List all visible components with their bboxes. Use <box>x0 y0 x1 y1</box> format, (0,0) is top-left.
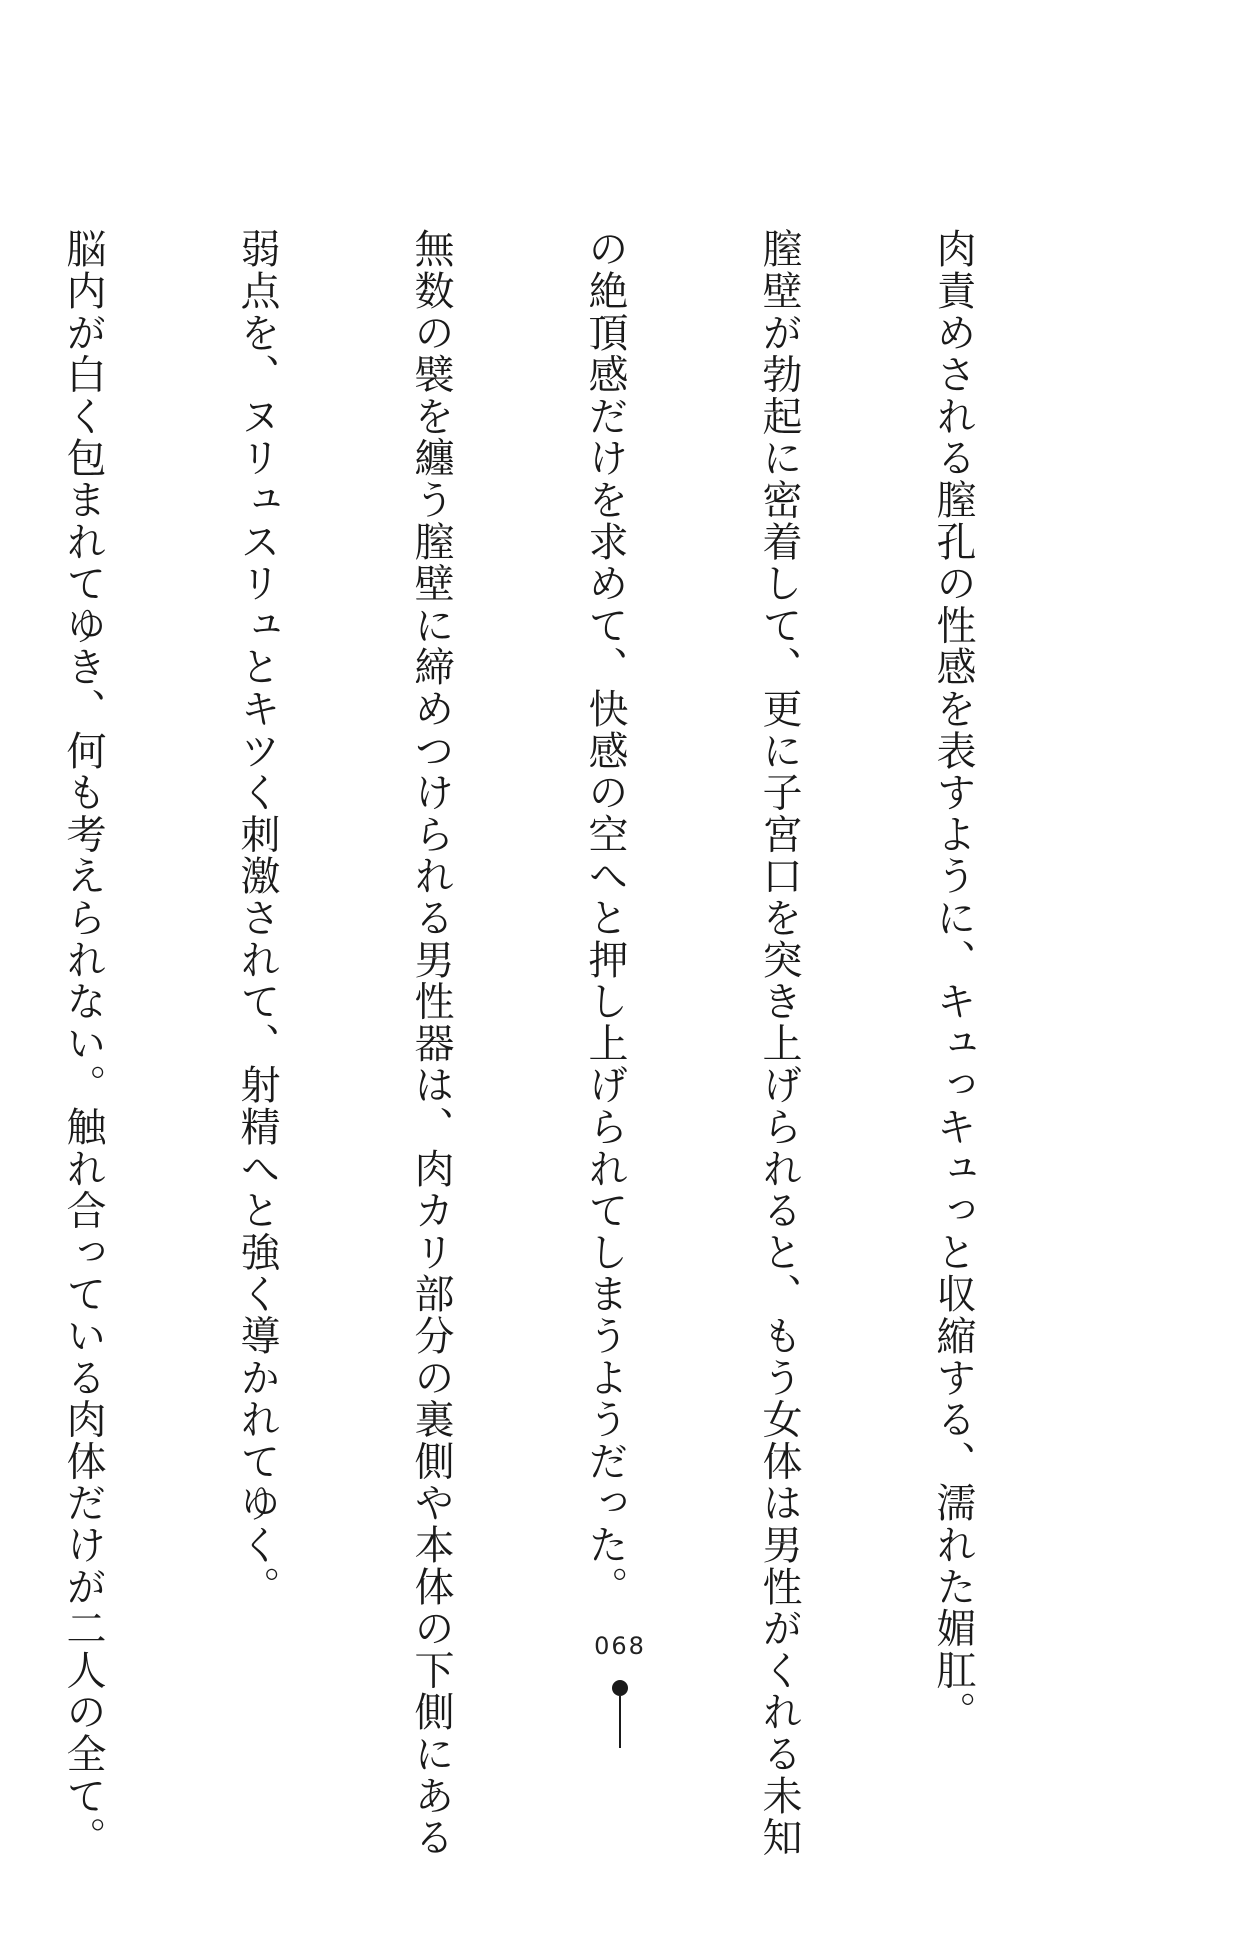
text-line-3: の絶頂感だけを求めて、快感の空へと押し上げられてしまうようだった。 <box>582 228 628 1608</box>
text-line-5: 弱点を、ヌリュスリュとキツく刺激されて、射精へと強く導かれてゆく。 <box>234 228 280 1608</box>
text-line-1: 肉責めされる膣孔の性感を表すように、キュっキュっと収縮する、濡れた媚肛。 <box>930 228 976 1733</box>
text-line-6: 脳内が白く包まれてゆき、何も考えられない。触れ合っている肉体だけが二人の全て。 <box>60 228 106 1859</box>
marker-stem <box>619 1696 621 1748</box>
marker-dot <box>612 1680 628 1696</box>
page-number: 068 <box>594 1632 646 1660</box>
page-marker-icon <box>612 1680 628 1748</box>
text-line-2: 膣壁が勃起に密着して、更に子宮口を突き上げられると、もう女体は男性がくれる未知 <box>756 228 802 1859</box>
text-line-4: 無数の襞を纏う膣壁に締めつけられる男性器は、肉カリ部分の裏側や本体の下側にある <box>408 228 454 1859</box>
